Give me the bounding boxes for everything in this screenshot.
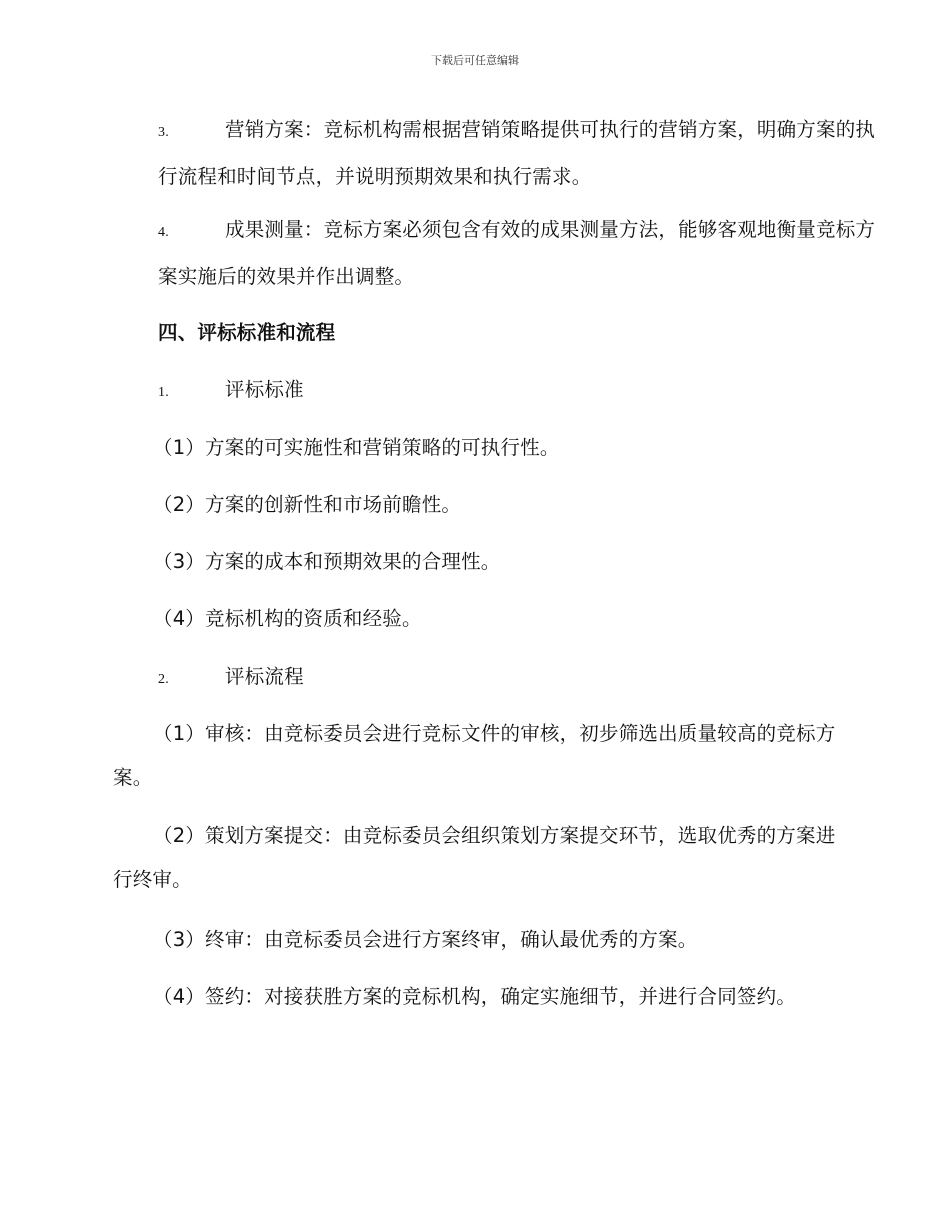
- item-number: 3.: [158, 125, 169, 140]
- process-item-1: （1）审核：由竞标委员会进行竞标文件的审核，初步筛选出质量较高的竞标方案。: [113, 722, 836, 789]
- subsection-title: 评标标准: [225, 378, 304, 401]
- item-number: 1.: [158, 385, 169, 400]
- criteria-item-1: （1）方案的可实施性和营销策略的可执行性。: [153, 436, 560, 459]
- subsection-process: [113, 655, 883, 702]
- item-number: 4.: [158, 225, 169, 240]
- subsection-criteria: [113, 368, 883, 415]
- paragraph-text: 营销方案：竞标机构需根据营销策略提供可执行的营销方案，明确方案的执行流程和时间节点，并说明预期效果和执行需求。: [158, 118, 876, 188]
- page-header: 下载后可任意编辑: [431, 54, 519, 67]
- paragraph-item-3: [113, 108, 883, 199]
- process-item-4: （4）签约：对接获胜方案的竞标机构，确定实施细节，并进行合同签约。: [153, 985, 797, 1008]
- item-number: 2.: [158, 672, 169, 687]
- process-item-3: （3）终审：由竞标委员会进行方案终审，确认最优秀的方案。: [153, 928, 698, 951]
- paragraph-item-4: [113, 208, 883, 299]
- criteria-item-4: （4）竞标机构的资质和经验。: [153, 607, 422, 630]
- criteria-item-2: （2）方案的创新性和市场前瞻性。: [153, 493, 462, 516]
- process-item-2: （2）策划方案提交：由竞标委员会组织策划方案提交环节，选取优秀的方案进行终审。: [113, 824, 836, 891]
- subsection-title: 评标流程: [225, 665, 304, 688]
- criteria-item-3: （3）方案的成本和预期效果的合理性。: [153, 550, 501, 573]
- section-heading: 四、评标标准和流程: [158, 321, 336, 344]
- paragraph-text: 成果测量：竞标方案必须包含有效的成果测量方法，能够客观地衡量竞标方案实施后的效果并作出调整。: [158, 218, 876, 288]
